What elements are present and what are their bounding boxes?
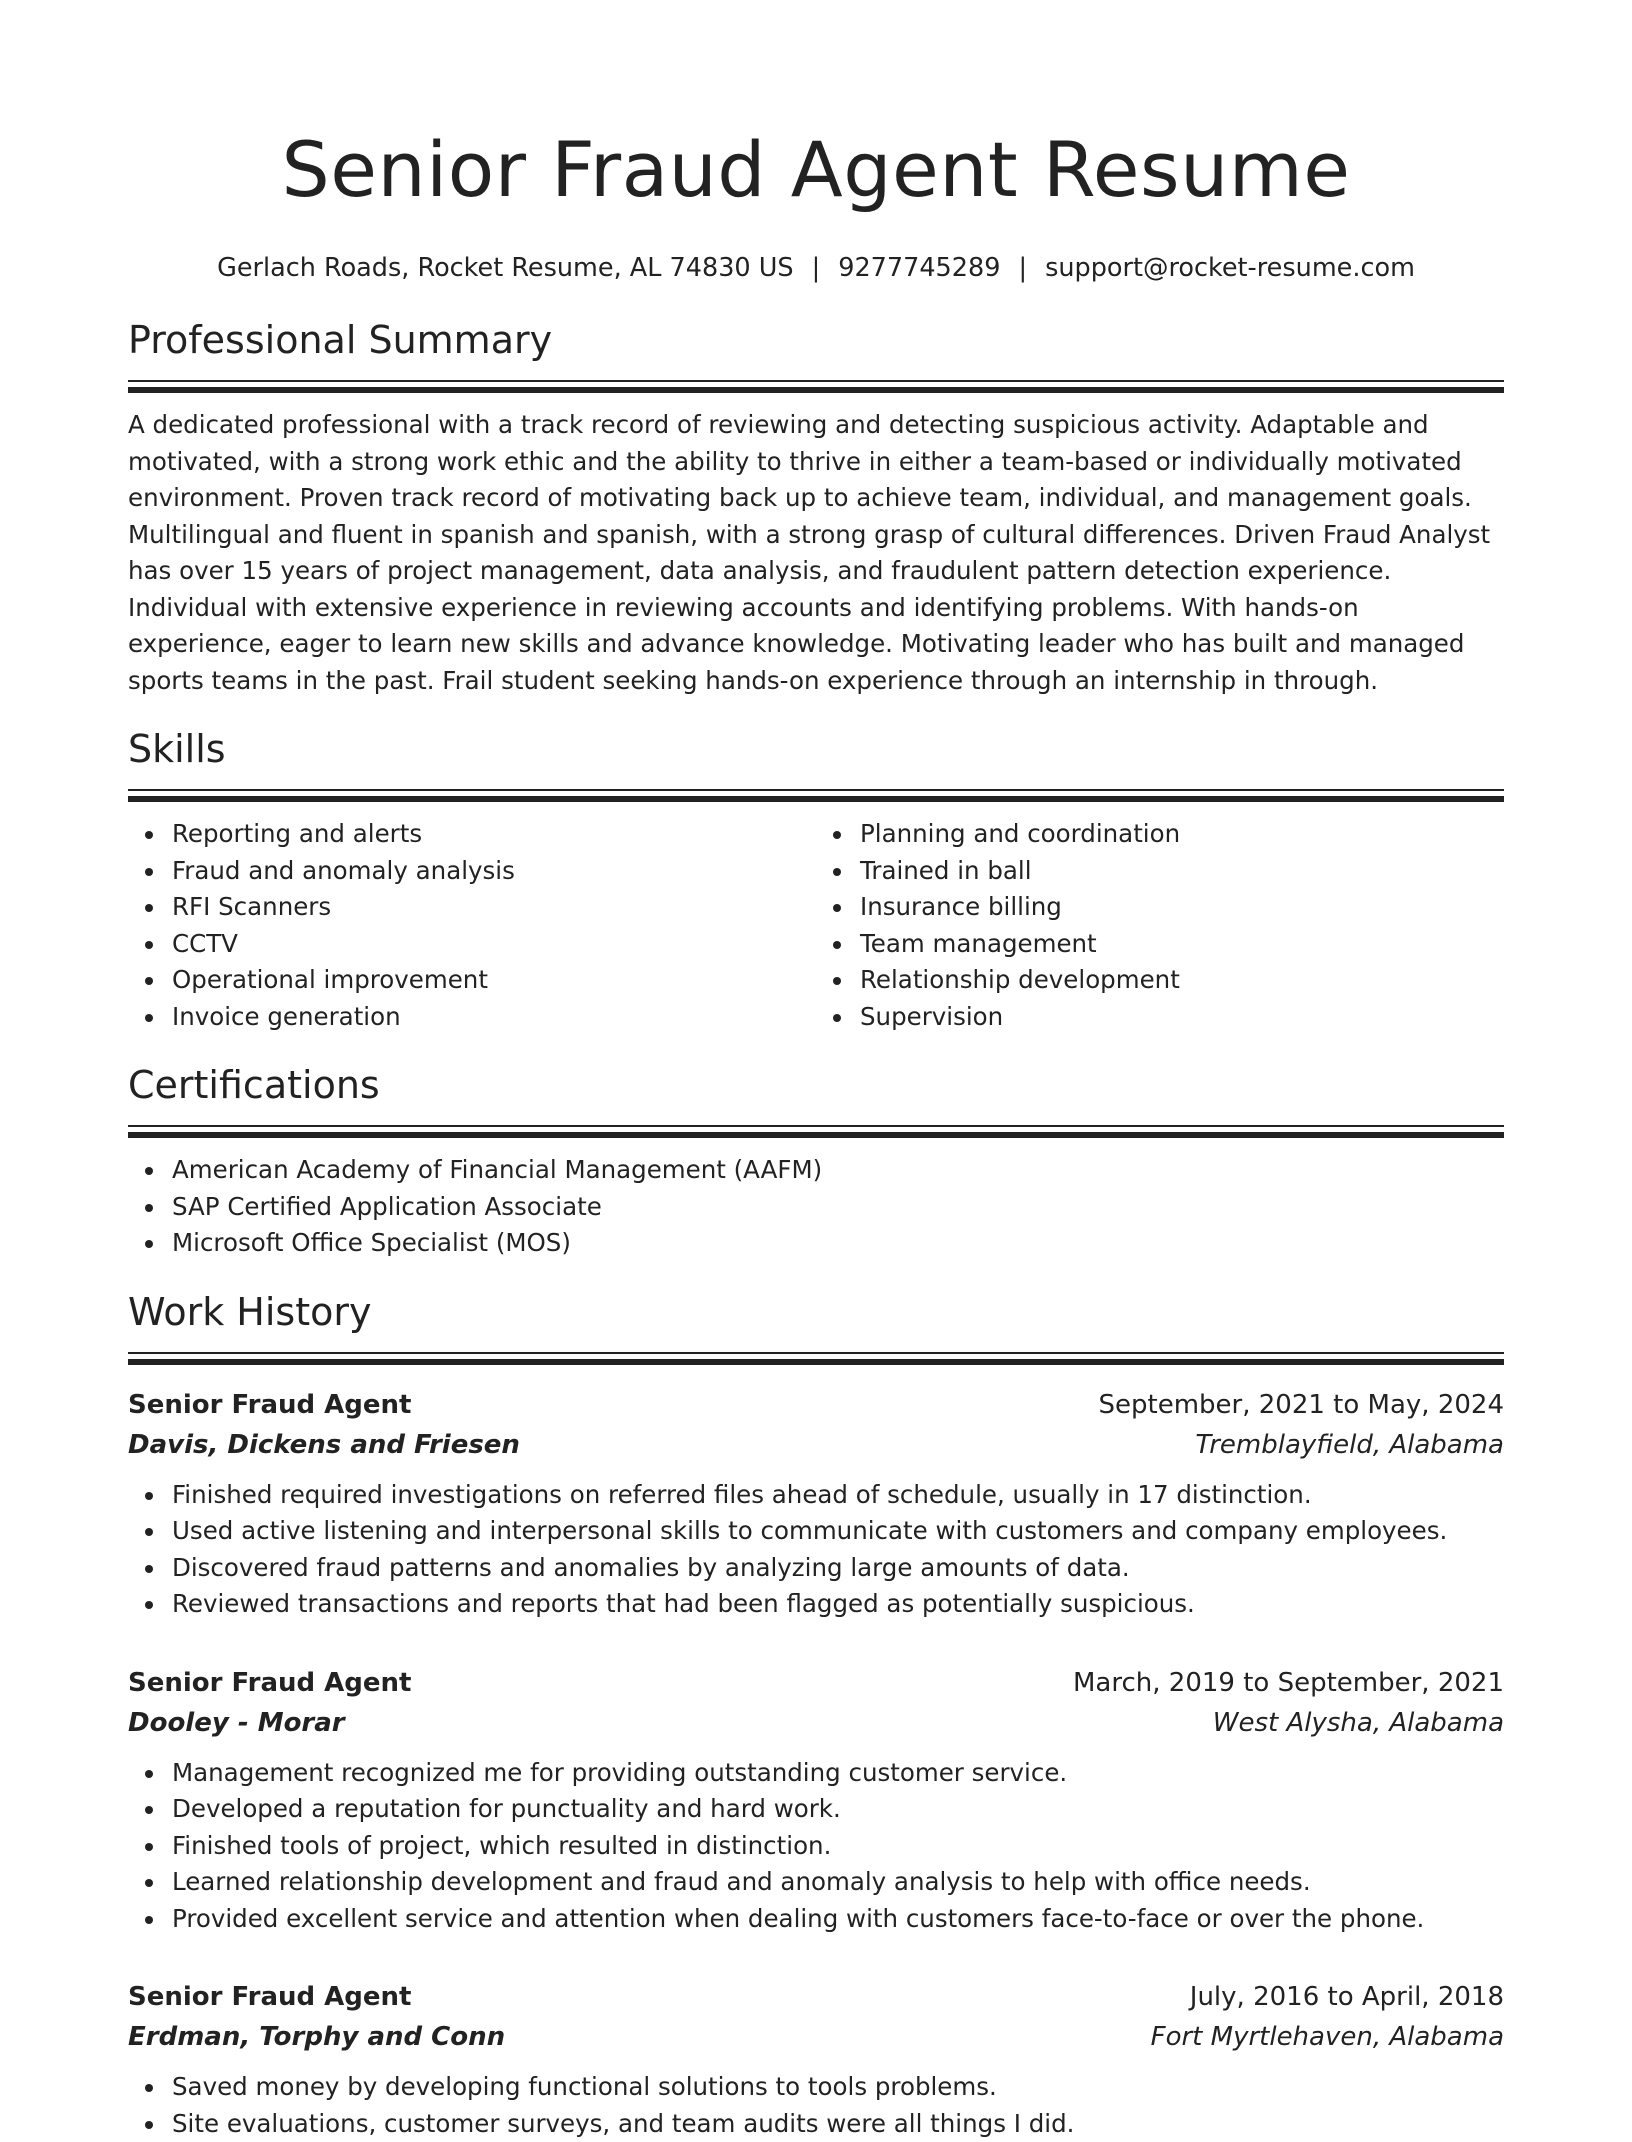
job-bullet: Used active listening and interpersonal skills to communicate with customers and company employees. xyxy=(128,1513,1504,1550)
job-company: Dooley - Morar xyxy=(128,1703,345,1743)
section-heading-skills: Skills xyxy=(128,723,1504,775)
job-bullet: Management recognized me for providing outstanding customer service. xyxy=(128,1755,1504,1792)
job-bullets xyxy=(128,1755,1504,1938)
section-heading-certifications: Certifications xyxy=(128,1059,1504,1111)
job-bullet: Saved money by developing functional solutions to tools problems. xyxy=(128,2069,1504,2106)
certifications-list xyxy=(128,1152,1504,1262)
job-entry xyxy=(128,1385,1504,1623)
job-title: Senior Fraud Agent xyxy=(128,1663,411,1703)
skill-item: Fraud and anomaly analysis xyxy=(128,853,816,890)
contact-line xyxy=(128,250,1504,286)
contact-separator: | xyxy=(1000,253,1045,283)
skill-item: Invoice generation xyxy=(128,999,816,1036)
job-bullet: Site evaluations, customer surveys, and team audits were all things I did. xyxy=(128,2106,1504,2142)
skills-grid xyxy=(128,816,1504,1035)
skills-list-right xyxy=(816,816,1504,1035)
skill-item: Relationship development xyxy=(816,962,1504,999)
contact-phone: 9277745289 xyxy=(838,253,1000,283)
job-company-row xyxy=(128,1703,1504,1743)
job-company-row xyxy=(128,1425,1504,1465)
job-title: Senior Fraud Agent xyxy=(128,1977,411,2017)
section-divider xyxy=(128,1125,1504,1138)
job-bullet: Provided excellent service and attention when dealing with customers face-to-face or over the phone. xyxy=(128,1901,1504,1938)
skill-item: Team management xyxy=(816,926,1504,963)
summary-section xyxy=(128,314,1504,699)
job-entry xyxy=(128,1977,1504,2142)
skill-item: Operational improvement xyxy=(128,962,816,999)
job-bullets xyxy=(128,1477,1504,1623)
skill-item: Reporting and alerts xyxy=(128,816,816,853)
skill-item: Trained in ball xyxy=(816,853,1504,890)
certification-item: Microsoft Office Specialist (MOS) xyxy=(128,1225,1504,1262)
job-bullet: Developed a reputation for punctuality and hard work. xyxy=(128,1791,1504,1828)
job-location: Fort Myrtlehaven, Alabama xyxy=(1151,2017,1504,2057)
job-entry xyxy=(128,1663,1504,1938)
job-company: Davis, Dickens and Friesen xyxy=(128,1425,520,1465)
certification-item: SAP Certified Application Associate xyxy=(128,1189,1504,1226)
contact-separator: | xyxy=(794,253,839,283)
job-company: Erdman, Torphy and Conn xyxy=(128,2017,505,2057)
job-dates: March, 2019 to September, 2021 xyxy=(1073,1663,1504,1703)
job-bullet: Discovered fraud patterns and anomalies by analyzing large amounts of data. xyxy=(128,1550,1504,1587)
skill-item: RFI Scanners xyxy=(128,889,816,926)
job-title: Senior Fraud Agent xyxy=(128,1385,411,1425)
skills-section xyxy=(128,723,1504,1035)
certifications-section xyxy=(128,1059,1504,1262)
summary-text: A dedicated professional with a track record of reviewing and detecting suspicious activity. Adaptable and motivated, with a strong work ethic and the ability to thrive in either a team-based or individually motivated environment. Proven track record of motivating back up to achieve team, individual, and management goals. Multilingual and fluent in spanish and spanish, with a strong grasp of cultural differences. Driven Fraud Analyst has over 15 years of project management, data analysis, and fraudulent pattern detection experience. Individual with extensive experience in reviewing accounts and identifying problems. With hands-on experience, eager to learn new skills and advance knowledge. Motivating leader who has built and managed sports teams in the past. Frail student seeking hands-on experience through an internship in through. xyxy=(128,407,1504,699)
job-company-row xyxy=(128,2017,1504,2057)
skill-item: Insurance billing xyxy=(816,889,1504,926)
job-bullet: Finished required investigations on referred files ahead of schedule, usually in 17 distinction. xyxy=(128,1477,1504,1514)
job-location: Tremblayfield, Alabama xyxy=(1195,1425,1504,1465)
certification-item: American Academy of Financial Management (AAFM) xyxy=(128,1152,1504,1189)
resume-title: Senior Fraud Agent Resume xyxy=(128,120,1504,220)
skill-item: Planning and coordination xyxy=(816,816,1504,853)
job-bullet: Finished tools of project, which resulted in distinction. xyxy=(128,1828,1504,1865)
section-divider xyxy=(128,789,1504,802)
job-bullets xyxy=(128,2069,1504,2142)
contact-address: Gerlach Roads, Rocket Resume, AL 74830 US xyxy=(217,253,794,283)
contact-email: support@rocket-resume.com xyxy=(1045,253,1415,283)
job-dates: July, 2016 to April, 2018 xyxy=(1190,1977,1504,2017)
job-header-row xyxy=(128,1385,1504,1425)
job-header-row xyxy=(128,1663,1504,1703)
skill-item: Supervision xyxy=(816,999,1504,1036)
job-location: West Alysha, Alabama xyxy=(1213,1703,1504,1743)
job-header-row xyxy=(128,1977,1504,2017)
section-divider xyxy=(128,380,1504,393)
section-heading-summary: Professional Summary xyxy=(128,314,1504,366)
work-history-section xyxy=(128,1286,1504,2142)
skills-list-left xyxy=(128,816,816,1035)
section-divider xyxy=(128,1352,1504,1365)
job-bullet: Reviewed transactions and reports that had been flagged as potentially suspicious. xyxy=(128,1586,1504,1623)
job-bullet: Learned relationship development and fraud and anomaly analysis to help with office needs. xyxy=(128,1864,1504,1901)
skill-item: CCTV xyxy=(128,926,816,963)
job-dates: September, 2021 to May, 2024 xyxy=(1099,1385,1505,1425)
section-heading-work-history: Work History xyxy=(128,1286,1504,1338)
